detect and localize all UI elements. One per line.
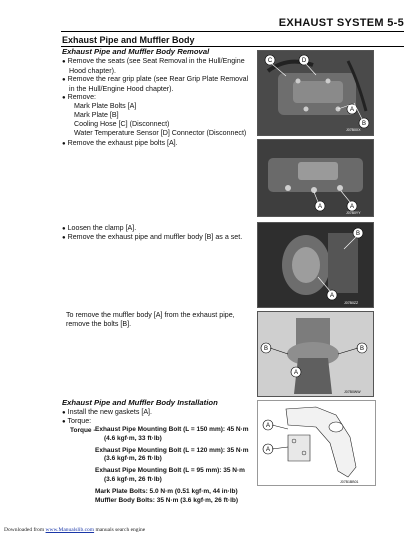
callout-a: A	[265, 447, 271, 453]
figure-code: J07B1BB01	[340, 480, 359, 484]
figure-4-photo	[257, 311, 374, 397]
bullet-icon: ●	[62, 235, 66, 241]
figure-code: J07B0YY	[346, 211, 361, 215]
step-text: Hood chapter).	[69, 67, 116, 75]
callout-b: B	[355, 231, 361, 237]
callout-b: B	[361, 121, 367, 127]
footer-suffix: manuals search engine	[95, 527, 146, 533]
callout-a: A	[317, 204, 323, 210]
bullet-icon: ●	[62, 410, 66, 416]
callout-a: A	[329, 293, 335, 299]
step-text: Loosen the clamp [A].	[67, 224, 137, 232]
callout-c: C	[267, 58, 273, 64]
footer-link[interactable]: www.Manualslib.com	[45, 527, 95, 533]
torque-line: Exhaust Pipe Mounting Bolt (L = 120 mm): 35 N·m	[95, 446, 249, 454]
figure-5-illustration	[258, 401, 375, 485]
list-item: Mark Plate [B]	[74, 111, 119, 119]
note-text: To remove the muffler body [A] from the exhaust pipe,	[66, 311, 235, 319]
remove-list	[74, 102, 246, 138]
torque-line: Exhaust Pipe Mounting Bolt (L = 95 mm): 35 N·m	[95, 467, 245, 475]
callout-a: A	[349, 107, 355, 113]
bullet-icon: ●	[62, 59, 66, 65]
figure-code: J07B0WW	[344, 390, 361, 394]
step-text: Torque:	[67, 417, 92, 425]
step-text: in the Hull/Engine Hood chapter).	[69, 85, 174, 93]
removal-step-6	[62, 233, 242, 243]
list-item: Mark Plate Bolts [A]	[74, 102, 137, 110]
list-item: Cooling Hose [C] (Disconnect)	[74, 120, 170, 128]
footer-prefix: Downloaded from	[4, 527, 45, 533]
step-text: Remove the rear grip plate (see Rear Grip Plate Removal	[67, 75, 249, 83]
figure-4-illustration	[258, 312, 373, 396]
figure-2-photo	[257, 139, 374, 217]
callout-d: D	[301, 58, 307, 64]
figure-code: J07B0ZZ	[344, 301, 359, 305]
bullet-icon: ●	[62, 77, 66, 83]
figure-3-photo	[257, 222, 374, 308]
removal-step-2	[62, 75, 248, 94]
installation-title: Exhaust Pipe and Muffler Body Installation	[62, 398, 218, 407]
callout-a: A	[265, 423, 271, 429]
bullet-icon: ●	[62, 419, 66, 425]
bullet-icon: ●	[62, 226, 66, 232]
figure-code: J07B0XX	[346, 128, 361, 132]
bullet-icon: ●	[62, 95, 66, 101]
callout-b: B	[263, 346, 269, 352]
note-text: remove the bolts [B].	[66, 320, 132, 328]
step-text: Remove the exhaust pipe bolts [A].	[67, 139, 178, 147]
removal-note	[62, 311, 235, 329]
removal-step-1	[62, 57, 245, 76]
section-title: Exhaust Pipe and Muffler Body	[62, 35, 195, 45]
step-text: Remove the exhaust pipe and muffler body [B] as a set.	[67, 233, 243, 241]
torque-line: (3.6 kgf·m, 26 ft·lb)	[104, 455, 162, 463]
torque-label: Torque -	[70, 427, 96, 434]
figure-5-drawing	[257, 400, 376, 486]
callout-b: B	[359, 346, 365, 352]
footer	[4, 527, 145, 533]
header-rule	[61, 31, 404, 32]
figure-1-photo	[257, 50, 374, 136]
callout-a: A	[293, 370, 299, 376]
figure-2-illustration	[258, 140, 373, 216]
removal-step-4	[62, 139, 178, 149]
torque-list	[95, 426, 249, 505]
figure-1-illustration	[258, 51, 373, 135]
step-text: Install the new gaskets [A].	[67, 408, 152, 416]
figure-3-illustration	[258, 223, 373, 307]
list-item: Water Temperature Sensor [D] Connector (Disconnect)	[74, 129, 247, 137]
torque-line: Mark Plate Bolts: 5.0 N·m (0.51 kgf·m, 44 in·lb)	[95, 487, 238, 495]
step-text: Remove the seats (see Seat Removal in the Hull/Engine	[67, 57, 245, 65]
torque-line: (4.6 kgf·m, 33 ft·lb)	[104, 434, 162, 442]
step-text: Remove:	[67, 93, 96, 101]
torque-line: Exhaust Pipe Mounting Bolt (L = 150 mm): 45 N·m	[95, 426, 249, 433]
bullet-icon: ●	[62, 141, 66, 147]
torque-line: (3.6 kgf·m, 26 ft·lb)	[104, 475, 162, 483]
removal-title: Exhaust Pipe and Muffler Body Removal	[62, 47, 210, 56]
torque-line: Muffler Body Bolts: 35 N·m (3.6 kgf·m, 26 ft·lb)	[95, 496, 239, 504]
page-header-title: EXHAUST SYSTEM 5-5	[278, 17, 404, 29]
callout-a: A	[349, 204, 355, 210]
